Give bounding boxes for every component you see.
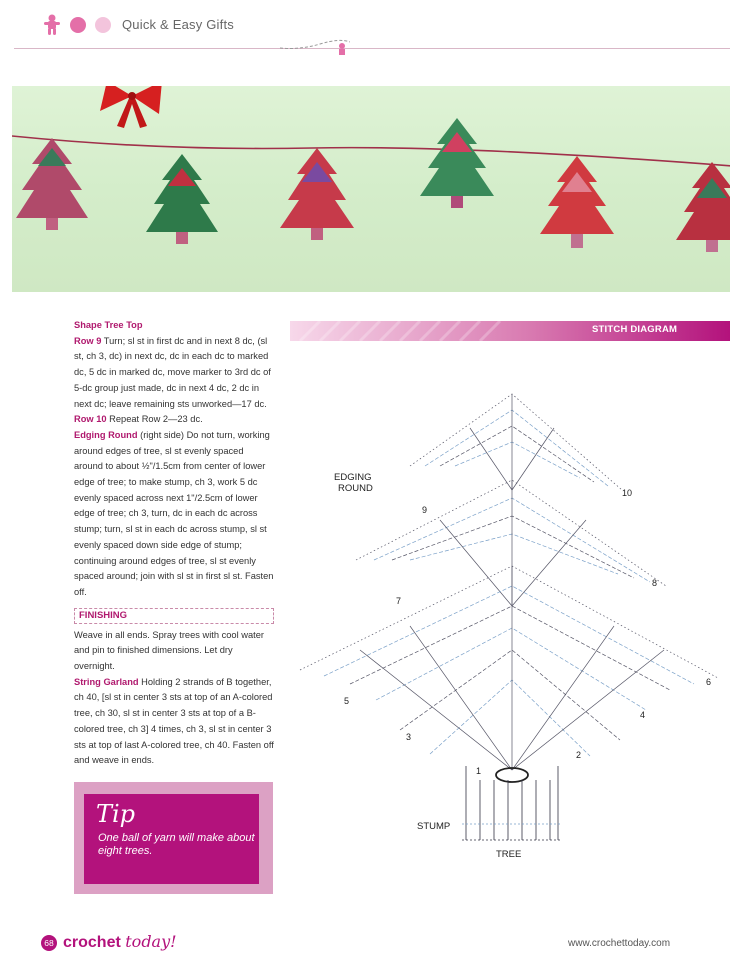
row-number: 7 [396, 596, 402, 606]
diagram-tier-bottom [300, 566, 718, 770]
decor-dot [70, 17, 86, 33]
brand-logo [63, 932, 177, 952]
edging-label: Edging Round [74, 429, 138, 440]
website-url: www.crochettoday.com [568, 938, 671, 949]
diagram-tier-middle [356, 480, 666, 606]
row-number: 3 [406, 732, 412, 742]
brand-script: today! [125, 932, 177, 951]
instructions-column [74, 318, 274, 769]
row-number: 5 [344, 696, 350, 706]
row9-label: Row 9 [74, 335, 102, 346]
row10-label: Row 10 [74, 414, 107, 425]
row-number: 4 [640, 710, 646, 720]
gingerbread-icon [44, 14, 60, 36]
shape-tree-top-heading: Shape Tree Top [74, 320, 143, 330]
finishing-text: Weave in all ends. Spray trees with cool water and pin to finished dimensions. Let dry overnight. [74, 629, 264, 672]
garland-label: String Garland [74, 676, 139, 687]
tip-inner [84, 794, 259, 884]
row9-paragraph [74, 334, 274, 413]
foundation-ring [496, 768, 528, 782]
diagram-tier-top [410, 394, 622, 490]
finishing-heading: FINISHING [74, 608, 274, 624]
edging-text: (right side) Do not turn, working around edges of tree, sl st evenly spaced around to about ½"/1.5cm from center of lower edge of tree; to make stump, ch 3, work 5 dc evenly spaced across next 1"/2.5cm of lower edge of tree; ch 3, turn, dc in each dc across stump; turn, sl st in each dc across stump, sl st evenly spaced down side edge of stump; continuing around edges of tree, sl st evenly spaced around; join with sl st in first sl st. Fasten off. [74, 429, 274, 597]
row-number: 9 [422, 505, 428, 515]
diagram-stump [462, 766, 562, 840]
garland-text: Holding 2 strands of B together, ch 40, [sl st in center 3 sts at top of an A-colored tree, ch 30, sl st in center 3 sts at top of a B-colored tree, ch 3] 4 times, ch 3, sl st in center 3 sts at top of last A-colored tree, ch 40. Fasten off and weave in ends. [74, 676, 274, 766]
garland-paragraph [74, 675, 274, 769]
stitch-diagram-label: STITCH DIAGRAM [592, 324, 678, 335]
tree-label: TREE [496, 849, 522, 860]
row9-text: Turn; sl st in first dc and in next 8 dc, (sl st, ch 3, dc) in next dc, dc in each dc to marked dc, 5 dc in marked dc, move marker to 3rd dc of 5-dc group just made, dc in next 4 dc, 2 dc in next dc; leave remaining sts unworked—17 dc. [74, 335, 271, 409]
decor-dot [95, 17, 111, 33]
row10-paragraph [74, 412, 274, 428]
row10-text: Repeat Row 2—23 dc. [106, 414, 203, 425]
crochet-tree [420, 118, 494, 208]
row-number: 10 [622, 488, 633, 498]
crochet-tree [280, 148, 354, 240]
dashed-thread-icon [280, 36, 350, 60]
page-number: 68 [41, 935, 57, 951]
tip-text: One ball of yarn will make about eight trees. [98, 832, 255, 857]
crochet-tree [676, 162, 730, 252]
garland-illustration [12, 86, 730, 292]
garland-photo [12, 86, 730, 292]
header-divider [14, 48, 730, 49]
row-number: 8 [652, 578, 658, 588]
crochet-tree [540, 156, 614, 248]
section-title: Quick & Easy Gifts [122, 17, 234, 32]
crochet-tree [146, 154, 218, 244]
row-number: 6 [706, 677, 712, 687]
tip-title: Tip [96, 800, 136, 828]
row-number: 1 [476, 766, 482, 776]
tip-box [74, 782, 273, 894]
row-number: 2 [576, 750, 582, 760]
brand-main: crochet [63, 934, 121, 951]
edging-round-label-line2: ROUND [338, 483, 373, 494]
edging-round-label-line1: EDGING [334, 472, 372, 483]
edging-paragraph [74, 428, 274, 601]
red-bow-icon [100, 86, 162, 128]
page-header [0, 0, 742, 60]
crochet-tree [16, 138, 88, 230]
stitch-diagram [290, 380, 730, 870]
stump-label: STUMP [417, 821, 451, 832]
